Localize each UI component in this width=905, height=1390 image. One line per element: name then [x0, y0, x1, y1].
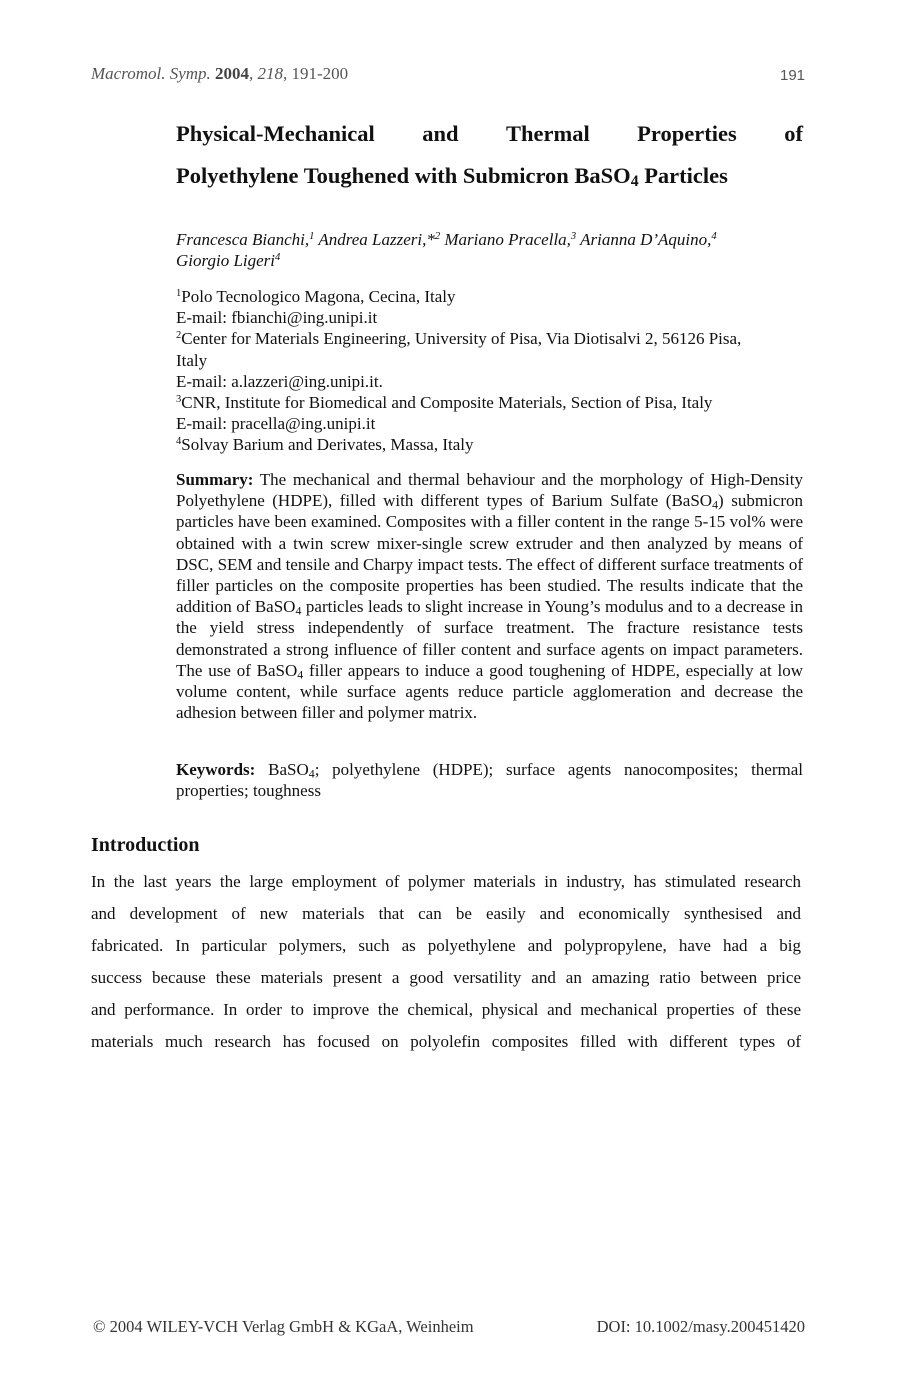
- keywords: Keywords: BaSO$_4$; polyethylene (HDPE); surface agents nanocomposites; thermal properties; toughness: [176, 760, 804, 801]
- page-number: 191: [780, 67, 806, 84]
- summary-label: Summary:: [176, 470, 254, 489]
- title-word: Physical-Mechanical: [176, 121, 375, 146]
- paragraph-line: fabricated. In particular polymers, such as polyethylene and polypropylene, have had a big: [91, 936, 801, 955]
- affiliation-line: E-mail: pracella@ing.unipi.it: [176, 414, 376, 434]
- journal-pages: 191-200: [291, 64, 349, 83]
- paragraph-line: success because these materials present a good versatility and an amazing ratio between price: [91, 968, 801, 987]
- affiliation-line: $^3$CNR, Institute for Biomedical and Composite Materials, Section of Pisa, Italy: [176, 393, 713, 413]
- paragraph-line: materials much research has focused on polyolefin composites filled with different types of: [91, 1032, 801, 1051]
- abstract-summary: Summary: The mechanical and thermal behaviour and the morphology of High-Density Polyethylene (HDPE), filled with different types of Barium Sulfate (BaSO$_4$) submicron particles have been examined. Composites with a filler content in the range 5-15 vol% were obtained with a twin screw mixer-single screw extruder and then analyzed by means of DSC, SEM and tensile and Charpy impact tests. The effect of different surface treatments of filler particles on the composite properties has been studied. The results indicate that the addition of BaSO$_4$ particles leads to slight increase in Young’s modulus and to a decrease in the yield stress independently of surface treatment. The fracture resistance tests demonstrated a strong influence of filler content and surface agents on impact parameters. The use of BaSO$_4$ filler appears to induce a good toughening of HDPE, especially at low volume content, while surface agents reduce particle agglomeration and decrease the adhesion between filler and polymer matrix.: [176, 470, 804, 723]
- author-list: Francesca Bianchi,$^1$ Andrea Lazzeri,*$^2$ Mariano Pracella,$^3$ Arianna D’Aquino,$^4$ Giorgio Ligeri$^4$: [176, 230, 717, 270]
- footer-doi: DOI: 10.1002/masy.200451420: [596, 1317, 805, 1336]
- author-name: Andrea Lazzeri,*: [318, 230, 435, 249]
- title-word: of: [784, 121, 803, 146]
- affiliation-line: E-mail: a.lazzeri@ing.unipi.it.: [176, 371, 383, 391]
- introduction-paragraph: [91, 866, 801, 1058]
- keywords-label: Keywords:: [176, 760, 256, 779]
- affiliation-line: Italy: [176, 350, 208, 370]
- title-word: and: [422, 121, 459, 146]
- paragraph-line: In the last years the large employment of polymer materials in industry, has stimulated research: [91, 872, 801, 891]
- journal-name: Macromol. Symp.: [91, 64, 211, 83]
- paragraph-line: and development of new materials that can be easily and economically synthesised and: [91, 904, 801, 923]
- paragraph-line: and performance. In order to improve the chemical, physical and mechanical properties of these: [91, 1000, 801, 1019]
- author-name: Francesca Bianchi,: [176, 230, 310, 249]
- footer-copyright: © 2004 WILEY-VCH Verlag GmbH & KGaA, Weinheim: [93, 1317, 474, 1336]
- affiliation-line: $^1$Polo Tecnologico Magona, Cecina, Italy: [176, 287, 456, 306]
- title-word: Properties: [637, 121, 737, 146]
- title-word: Thermal: [505, 121, 590, 146]
- author-name: Arianna D’Aquino,: [580, 230, 712, 249]
- journal-citation: Macromol. Symp. 2004, 218, 191-200: [91, 64, 349, 83]
- journal-volume: 218,: [257, 64, 288, 83]
- author-name: Mariano Pracella,: [444, 230, 571, 249]
- affiliation-line: E-mail: fbianchi@ing.unipi.it: [176, 308, 378, 328]
- affiliation-line: $^2$Center for Materials Engineering, University of Pisa, Via Diotisalvi 2, 56126 Pisa,: [176, 329, 742, 349]
- paper-title-line-1: [176, 113, 803, 154]
- journal-year: 2004: [215, 64, 250, 83]
- section-heading-introduction: Introduction: [91, 834, 200, 856]
- paper-title-line-2: Polyethylene Toughened with Submicron BaSO$_4$ Particles: [176, 163, 728, 191]
- affiliation-line: $^4$Solvay Barium and Derivates, Massa, Italy: [176, 435, 474, 455]
- author-name: Giorgio Ligeri: [176, 251, 276, 270]
- affiliations: [176, 286, 803, 456]
